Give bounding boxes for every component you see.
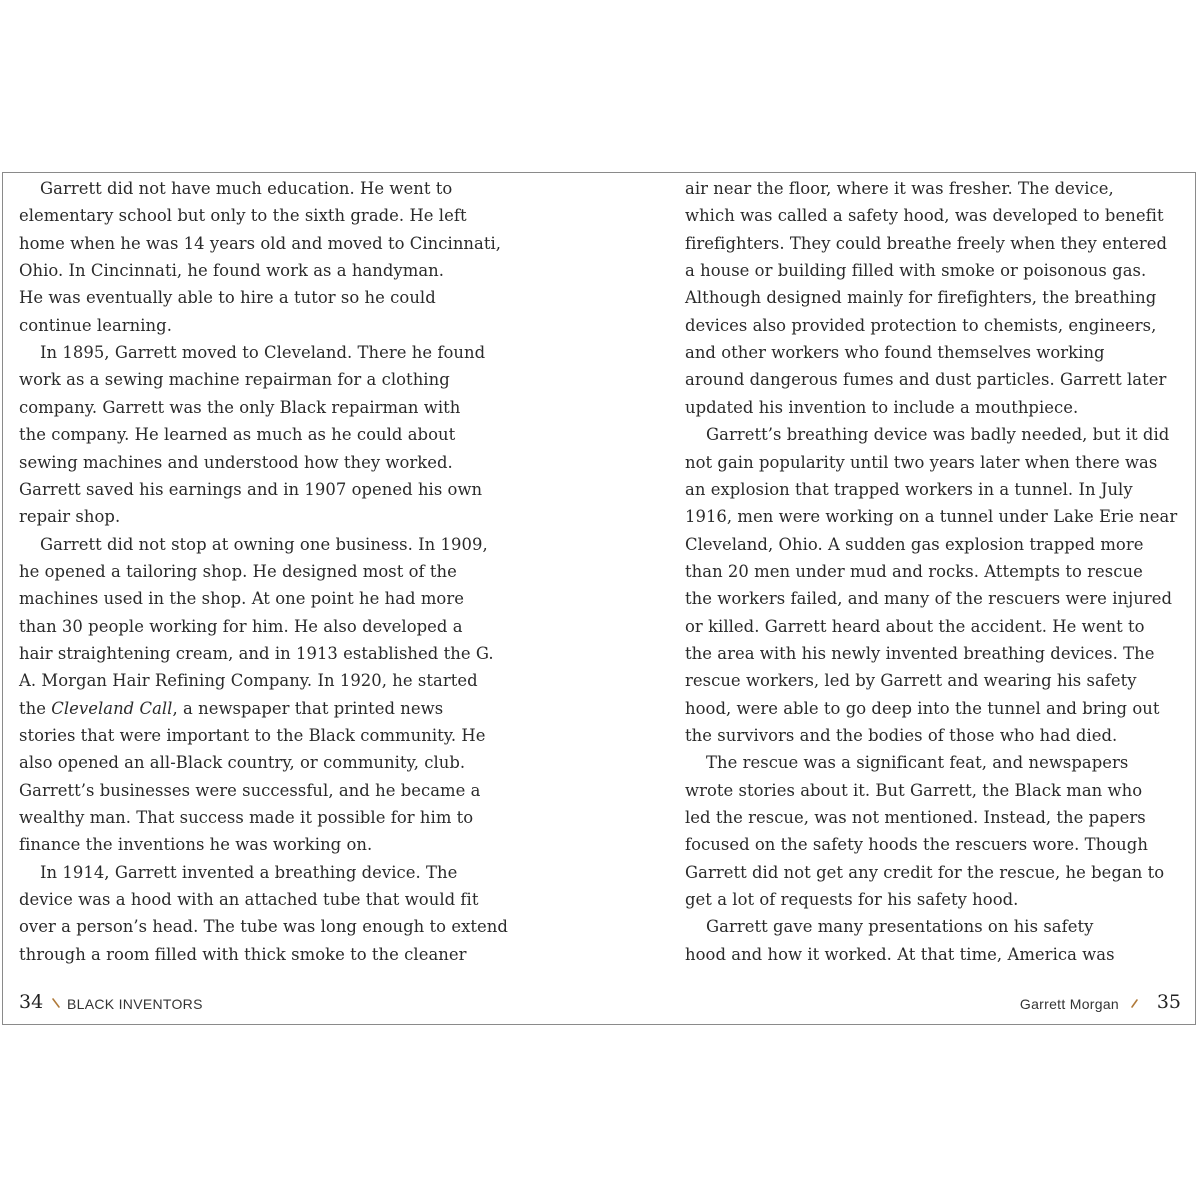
text-line: wrote stories about it. But Garrett, the Black man who [685, 780, 1143, 800]
book-spread [2, 172, 1196, 1025]
text-line: repair shop. [19, 507, 121, 527]
text-line: A. Morgan Hair Refining Company. In 1920, he started [19, 671, 478, 691]
text-line: company. Garrett was the only Black repairman with [19, 397, 461, 417]
text-line: or killed. Garrett heard about the accident. He went to [685, 616, 1145, 636]
feather-ornament-icon [1129, 996, 1139, 1010]
text-line: the company. He learned as much as he could about [19, 425, 456, 445]
text-line: 1916, men were working on a tunnel under Lake Erie near [685, 507, 1178, 527]
text-line: Garrett did not stop at owning one business. In 1909, [40, 534, 488, 554]
text-line: over a person’s head. The tube was long enough to extend [19, 917, 508, 937]
text-line: devices also provided protection to chemists, engineers, [685, 315, 1157, 335]
text-line: led the rescue, was not mentioned. Instead, the papers [685, 808, 1146, 828]
text-line: the area with his newly invented breathing devices. The [685, 643, 1155, 663]
feather-ornament-icon [51, 996, 61, 1010]
text-line: Ohio. In Cincinnati, he found work as a handyman. [19, 261, 445, 281]
text-line: the survivors and the bodies of those who had died. [685, 726, 1118, 745]
text-line: Garrett did not get any credit for the rescue, he began to [685, 862, 1165, 882]
left-page-number: 34 [19, 991, 44, 1013]
text-line: air near the floor, where it was fresher. The device, [685, 179, 1114, 198]
text-line: Cleveland, Ohio. A sudden gas explosion trapped more [685, 534, 1144, 554]
text-line: work as a sewing machine repairman for a clothing [19, 370, 450, 390]
text-line: elementary school but only to the sixth grade. He left [19, 206, 467, 226]
text-line: updated his invention to include a mouthpiece. [685, 397, 1079, 417]
text-line: through a room filled with thick smoke to the cleaner [19, 944, 467, 964]
right-running-head: Garrett Morgan [1019, 996, 1119, 1012]
text-line: hair straightening cream, and in 1913 established the G. [19, 643, 494, 663]
newspaper-title: Cleveland Call [51, 698, 173, 718]
text-line: Garrett’s breathing device was badly needed, but it did [706, 425, 1170, 445]
text-line: wealthy man. That success made it possible for him to [19, 808, 474, 828]
text-line: hood and how it worked. At that time, America was [685, 944, 1115, 964]
text-line: the workers failed, and many of the rescuers were injured [685, 589, 1173, 609]
text-line: In 1895, Garrett moved to Cleveland. There he found [40, 343, 486, 363]
text-line: home when he was 14 years old and moved to Cincinnati, [19, 233, 502, 253]
right-page-number: 35 [1156, 991, 1181, 1013]
text-line: The rescue was a significant feat, and newspapers [706, 753, 1129, 773]
text-line: Garrett did not have much education. He went to [40, 179, 453, 198]
text-line: and other workers who found themselves working [685, 343, 1105, 363]
text-line: than 20 men under mud and rocks. Attempts to rescue [685, 561, 1143, 581]
text-line: Garrett’s businesses were successful, and he became a [19, 780, 481, 800]
text-line: also opened an all-Black country, or community, club. [19, 753, 466, 773]
text-line: hood, were able to go deep into the tunnel and bring out [685, 698, 1160, 718]
text-line: which was called a safety hood, was developed to benefit [685, 206, 1164, 226]
left-running-head: BLACK INVENTORS [67, 996, 203, 1012]
text-line: not gain popularity until two years later when there was [685, 452, 1158, 472]
text-line: He was eventually able to hire a tutor so he could [19, 288, 436, 308]
text-line: he opened a tailoring shop. He designed most of the [19, 561, 457, 581]
text-line: focused on the safety hoods the rescuers wore. Though [685, 835, 1148, 855]
text-line: Although designed mainly for firefighters, the breathing [685, 288, 1157, 308]
text-line: than 30 people working for him. He also developed a [19, 616, 463, 636]
text-line: finance the inventions he was working on. [19, 835, 373, 855]
text-line: stories that were important to the Black community. He [19, 726, 486, 745]
text-line: Garrett saved his earnings and in 1907 opened his own [19, 479, 483, 499]
text-line: the Cleveland Call, a newspaper that printed news [19, 698, 444, 718]
text-line: machines used in the shop. At one point he had more [19, 589, 464, 609]
text-line: Garrett gave many presentations on his safety [706, 917, 1094, 937]
text-line: firefighters. They could breathe freely when they entered [685, 233, 1168, 253]
text-line: sewing machines and understood how they worked. [19, 452, 453, 472]
text-line: continue learning. [19, 315, 172, 335]
text-line: rescue workers, led by Garrett and wearing his safety [685, 671, 1137, 691]
text-line: around dangerous fumes and dust particles. Garrett later [685, 370, 1167, 390]
text-line: In 1914, Garrett invented a breathing device. The [40, 862, 458, 882]
text-line: device was a hood with an attached tube that would fit [19, 890, 479, 910]
text-line: a house or building filled with smoke or poisonous gas. [685, 261, 1147, 281]
text-line: get a lot of requests for his safety hood. [685, 890, 1019, 910]
text-line: an explosion that trapped workers in a tunnel. In July [685, 479, 1133, 499]
